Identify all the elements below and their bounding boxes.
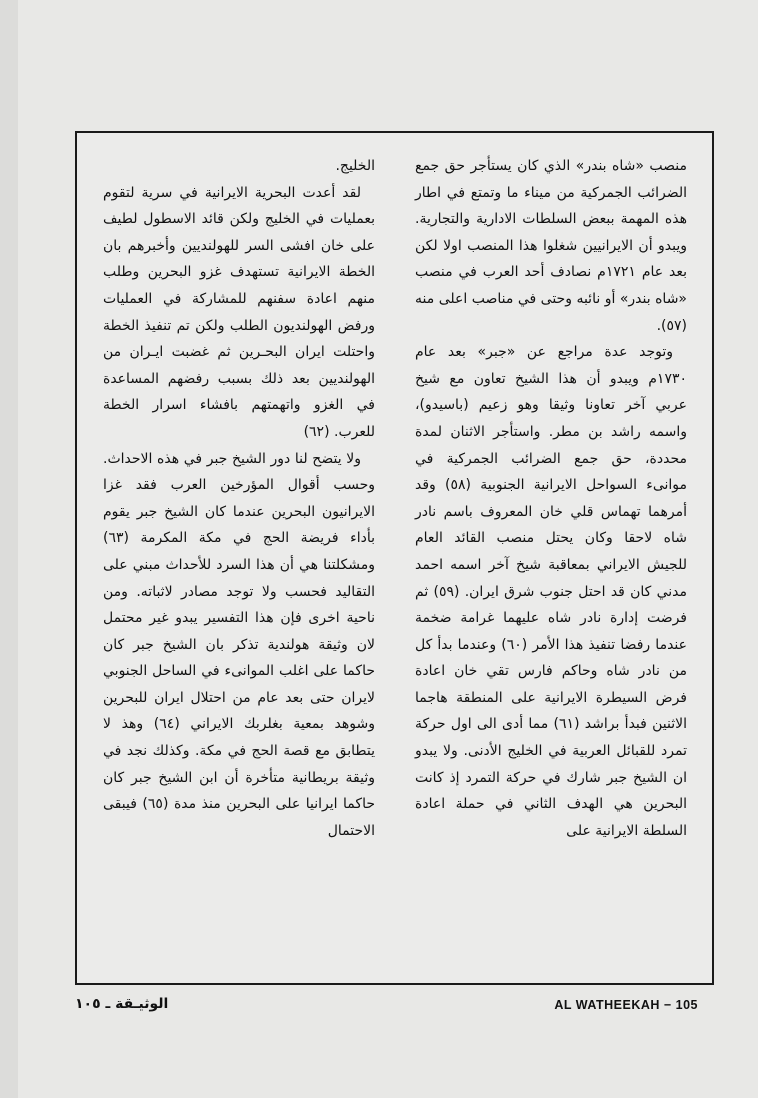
page <box>18 0 758 1098</box>
paragraph: لقد أعدت البحرية الايرانية في سرية لتقوم بعمليات في الخليج ولكن قائد الاسطول لطيف على خان افشى السر للهولنديين وأخبرهم بان الخطة الايرانية تستهدف غزو البحرين وطلب منهم اعادة سفنهم للمشاركة في العمليات ورفض الهولنديون الطلب ولكن تم تنفيذ الخطة واحتلت ايران البحـرين ثم غضبت ايـران من الهولنديين بعد ذلك بسبب رفضهم المساعدة في الغزو واتهمتهم بافشاء اسرار الخطة للعرب. (٦٢) <box>103 184 375 440</box>
right-column <box>415 153 687 844</box>
left-column <box>103 153 375 844</box>
paragraph: وتوجد عدة مراجع عن «جبر» بعد عام ١٧٣٠م ويبدو أن هذا الشيخ تعاون مع شيخ عربي آخر تعاونا وثيقا وهو زعيم (باسيدو)، واسمه راشد بن مطر. واستأجر الاثنان لمدة محددة، حق جمع الضرائب الجمركية في موانىء السواحل الايرانية الجنوبية (٥٨) وقد أمرهما تهماس قلي خان المعروف باسم نادر شاه لاحقا وكان يحتل منصب القائد العام للجيش الايراني بمعاقبة شيخ آخر اسمه احمد مدني كان قد احتل جنوب شرق ايران. (٥٩) ثم فرضت إدارة نادر شاه عليهما غرامة ضخمة عندما رفضا تنفيذ هذا الأمر (٦٠) وعندما بدأ كل من نادر شاه وحاكم فارس تقي خان اعادة فرض السيطرة الايرانية على المنطقة هاجما الاثنين فبدأ براشد (٦١) مما أدى الى اول حركة تمرد للقبائل العربية في الخليج الأدنى. ولا يبدو ان الشيخ جبر شارك في حركة التمرد إذ كانت البحرين هي الهدف الثاني في حملة اعادة السلطة الايرانية على <box>415 344 688 839</box>
paragraph: ولا يتضح لنا دور الشيخ جبر في هذه الاحداث. وحسب أقوال المؤرخين العرب فقد غزا الايرانيون البحرين عندما كان الشيخ جبر يقوم بأداء فريضة الحج في مكة المكرمة (٦٣) ومشكلتنا هي أن هذا السرد للأحداث مبني على التقاليد فحسب ولا توجد مصادر لاثباته. ومن ناحية اخرى فإن هذا التفسير يبدو غير محتمل لان وثيقة هولندية تذكر بان الشيخ جبر كان حاكما على اغلب الموانىء في الساحل الجنوبي لايران حتى بعد عام من احتلال ايران للبحرين وشوهد بمعية بغلربك الايراني (٦٤) وهذ لا يتطابق مع قصة الحج في مكة. وكذلك نجد في وثيقة بريطانية متأخرة أن ابن الشيخ جبر كان حاكما ايرانيا على البحرين منذ مدة (٦٥) فيبقى الاحتمال <box>103 450 375 839</box>
footer-english-page-label: AL WATHEEKAH − 105 <box>554 998 698 1012</box>
text-frame <box>75 131 714 985</box>
footer-arabic-page-label: الوثيـقة ـ ١٠٥ <box>75 996 169 1012</box>
paragraph: منصب «شاه بندر» الذي كان يستأجر حق جمع الضرائب الجمركية من ميناء ما وتمتع في اطار هذه المهمة ببعض السلطات الادارية والتجارية. ويبدو أن الايرانيين شغلوا هذا المنصب اولا لكن بعد عام ١٧٢١م نصادف أحد العرب في منصب «شاه بندر» أو نائبه وحتى في مناصب اعلى منه (٥٧). <box>415 158 688 334</box>
paragraph: الخليج. <box>335 158 375 174</box>
